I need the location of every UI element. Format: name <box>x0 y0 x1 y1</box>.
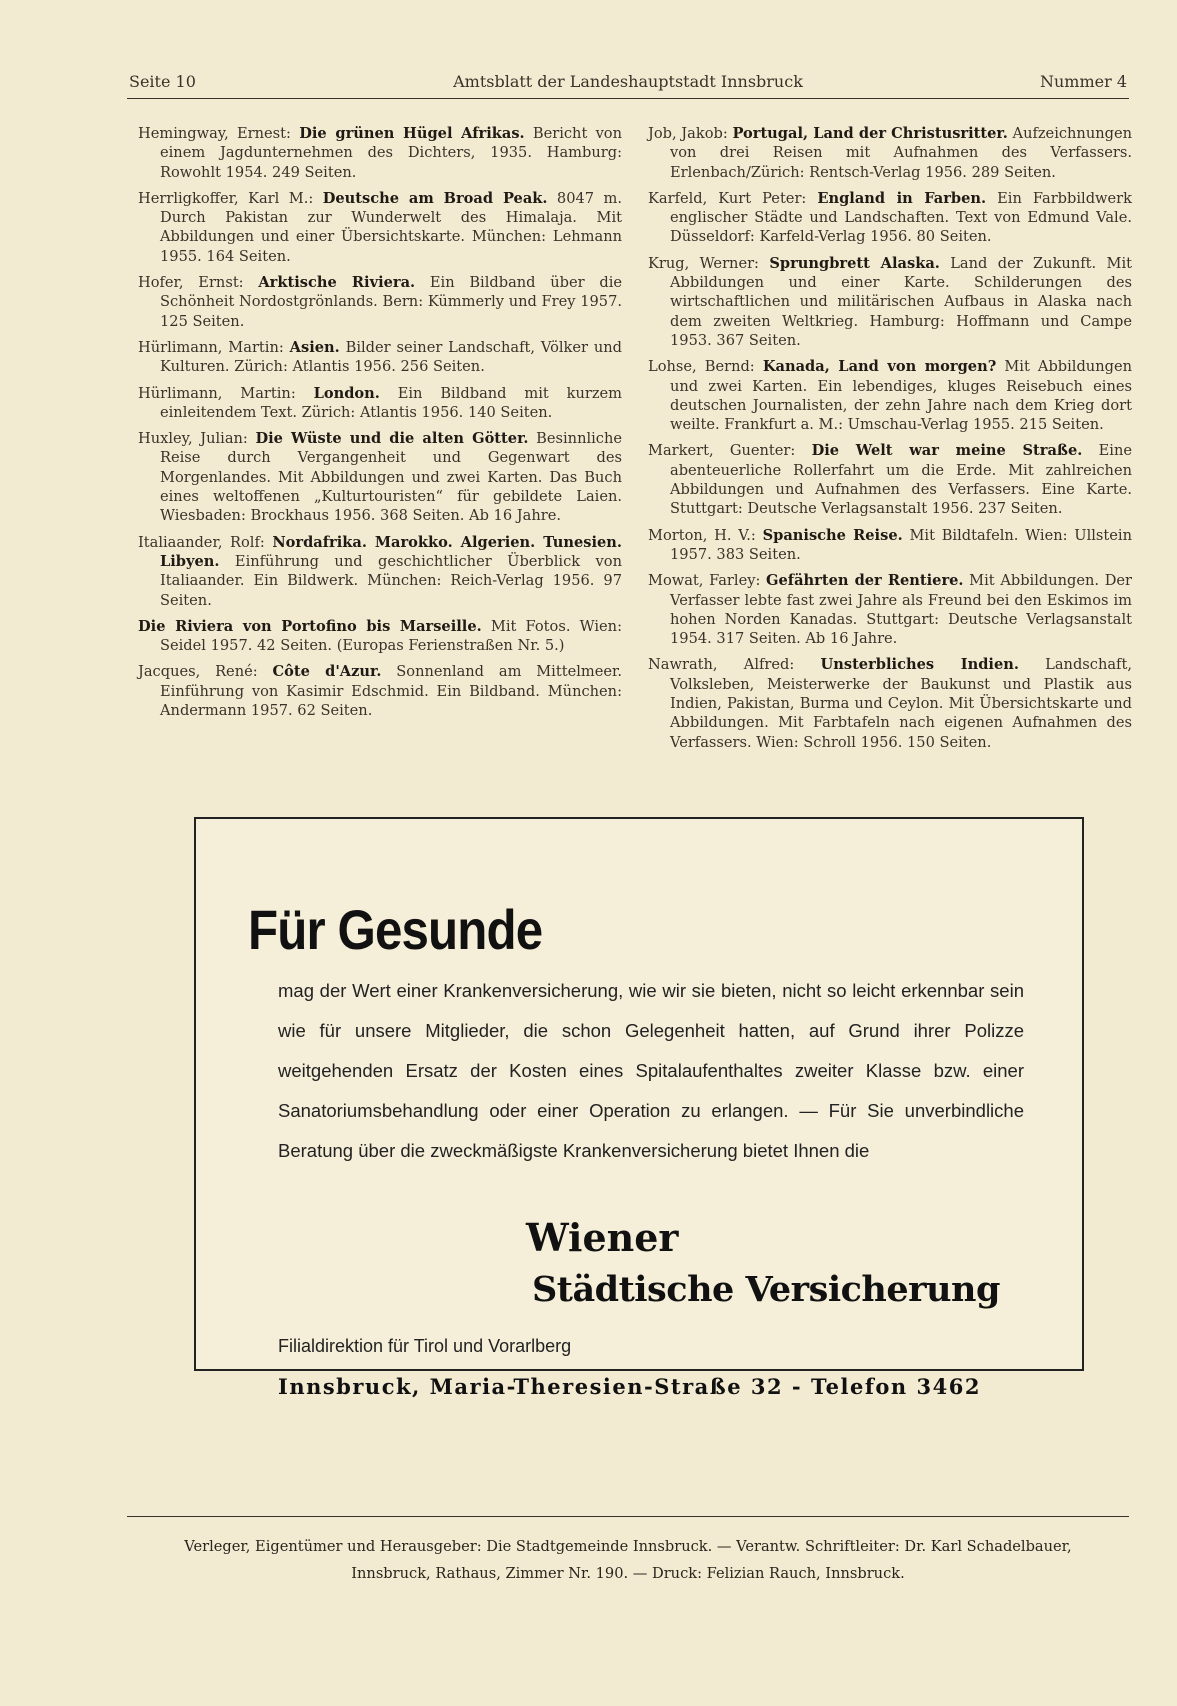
ad-brand-line1: Wiener <box>526 1215 679 1260</box>
book-entry: Mowat, Farley: Gefährten der Rentiere. Mit Abbildungen. Der Verfasser lebte fast zwei Jahre als Freund bei den Eskimos im hohen Norden Kanadas. Stuttgart: Deutsche Verlagsanstalt 1954. 317 Seiten. Ab 16 Jahre. <box>648 572 1133 648</box>
imprint-line2: Innsbruck, Rathaus, Zimmer Nr. 190. — Druck: Felizian Rauch, Innsbruck. <box>351 1565 905 1582</box>
book-entry: Hürlimann, Martin: London. Ein Bildband mit kurzem einleitendem Text. Zürich: Atlantis 1956. 140 Seiten. <box>138 384 622 421</box>
publication-title: Amtsblatt der Landeshauptstadt Innsbruck <box>453 72 803 91</box>
book-entry: Die Riviera von Portofino bis Marseille. Mit Fotos. Wien: Seidel 1957. 42 Seiten. (Europas Ferienstraßen Nr. 5.) <box>138 617 622 655</box>
imprint-line1: Verleger, Eigentümer und Herausgeber: Die Stadtgemeinde Innsbruck. — Verantw. Schriftleiter: Dr. Karl Schadelbauer, <box>184 1538 1072 1555</box>
book-entry: Morton, H. V.: Spanische Reise. Mit Bildtafeln. Wien: Ullstein 1957. 383 Seiten. <box>648 526 1132 563</box>
book-entry: Italiaander, Rolf: Nordafrika. Marokko. Algerien. Tunesien. Libyen. Einführung und geschichtlicher Überblick von Italiaander. Ein Bildwerk. München: Reich-Verlag 1956. 97 Seiten. <box>138 533 622 609</box>
book-entry: Herrligkoffer, Karl M.: Deutsche am Broad Peak. 8047 m. Durch Pakistan zur Wunderwelt des Himalaja. Mit Abbildungen und einer Übersichtskarte. München: Lehmann 1955. 164 Seiten. <box>138 189 622 265</box>
book-entry: Markert, Guenter: Die Welt war meine Straße. Eine abenteuerliche Rollerfahrt um die Erde. Mit zahlreichen Abbildungen und Aufnahmen des Verfassers. Eine Karte. Stuttgart: Deutsche Verlagsanstalt 1956. 237 Seiten. <box>648 442 1132 518</box>
insurance-advertisement <box>194 817 1084 1399</box>
book-entry: Lohse, Bernd: Kanada, Land von morgen? Mit Abbildungen und zwei Karten. Ein lebendiges, kluges Reisebuch eines deutschen Journalisten, der zehn Jahre nach dem Krieg dort weilte. Frankfurt a. M.: Umschau-Verlag 1955. 215 Seiten. <box>648 358 1132 434</box>
header-rule <box>127 98 1129 99</box>
book-entry: Nawrath, Alfred: Unsterbliches Indien. Landschaft, Volksleben, Meisterwerke der Baukunst und Plastik aus Indien, Pakistan, Burma und Ceylon. Mit Übersichtskarte und Abbildungen. Mit Farbtafeln nach eigenen Aufnahmen des Verfassers. Wien: Schroll 1956. 150 Seiten. <box>648 656 1132 751</box>
book-entry: Hürlimann, Martin: Asien. Bilder seiner Landschaft, Völker und Kulturen. Zürich: Atlantis 1956. 256 Seiten. <box>138 338 622 376</box>
ad-body-text: mag der Wert einer Krankenversicherung, wie wir sie bieten, nicht so leicht erkennbar sein wie für unsere Mitglieder, die schon Gelegenheit hatten, auf Grund ihrer Polizze weitgehenden Ersatz der Kosten eines Spitalaufenthaltes zweiter Klasse bzw. einer Sanatoriumsbehandlung oder einer Operation zu erlangen. — Für Sie unverbindliche Beratung über die zweckmäßigste Krankenversicherung bietet Ihnen die <box>278 980 1024 1161</box>
ad-brand-line2: Städtische Versicherung <box>532 1269 1000 1310</box>
issue-number: Nummer 4 <box>1039 72 1127 91</box>
book-entry: Hofer, Ernst: Arktische Riviera. Ein Bildband über die Schönheit Nordostgrönlands. Bern: Kümmerly und Frey 1957. 125 Seiten. <box>138 274 622 330</box>
book-entry: Hemingway, Ernest: Die grünen Hügel Afrikas. Bericht von einem Jagdunternehmen des Dichters, 1935. Hamburg: Rowohlt 1954. 249 Seiten. <box>138 125 622 181</box>
page-header <box>127 70 1129 94</box>
book-entry: Jacques, René: Côte d'Azur. Sonnenland am Mittelmeer. Einführung von Kasimir Edschmid. Ein Bildband. München: Andermann 1957. 62 Seiten. <box>138 663 623 720</box>
page-number: Seite 10 <box>129 72 196 91</box>
book-entry: Karfeld, Kurt Peter: England in Farben. Ein Farbbildwerk englischer Städte und Landschaften. Text von Edmund Vale. Düsseldorf: Karfeld-Verlag 1956. 80 Seiten. <box>648 189 1132 246</box>
book-entry: Krug, Werner: Sprungbrett Alaska. Land der Zukunft. Mit Abbildungen und einer Karte. Schilderungen des wirtschaftlichen und militärischen Aufbaus in Alaska nach dem zweiten Weltkrieg. Hamburg: Hoffmann und Campe 1953. 367 Seiten. <box>648 254 1132 349</box>
book-entry: Huxley, Julian: Die Wüste und die alten Götter. Besinnliche Reise durch Vergangenheit und Gegenwart des Morgenlandes. Mit Abbildungen und zwei Karten. Das Buch eines weltoffenen „Kulturtouristen“ für gebildete Laien. Wiesbaden: Brockhaus 1956. 368 Seiten. Ab 16 Jahre. <box>138 430 623 525</box>
ad-headline: Für Gesunde <box>248 898 543 961</box>
footer-rule <box>127 1516 1129 1517</box>
ad-address: Innsbruck, Maria-Theresien-Straße 32 - Telefon 3462 <box>278 1374 981 1399</box>
imprint-footer <box>127 1533 1129 1587</box>
right-column <box>648 124 1132 759</box>
left-column <box>138 124 622 727</box>
book-entry: Job, Jakob: Portugal, Land der Christusritter. Aufzeichnungen von drei Reisen mit Aufnahmen des Verfassers. Erlenbach/Zürich: Rentsch-Verlag 1956. 289 Seiten. <box>648 125 1133 181</box>
ad-subtitle: Filialdirektion für Tirol und Vorarlberg <box>278 1336 572 1356</box>
